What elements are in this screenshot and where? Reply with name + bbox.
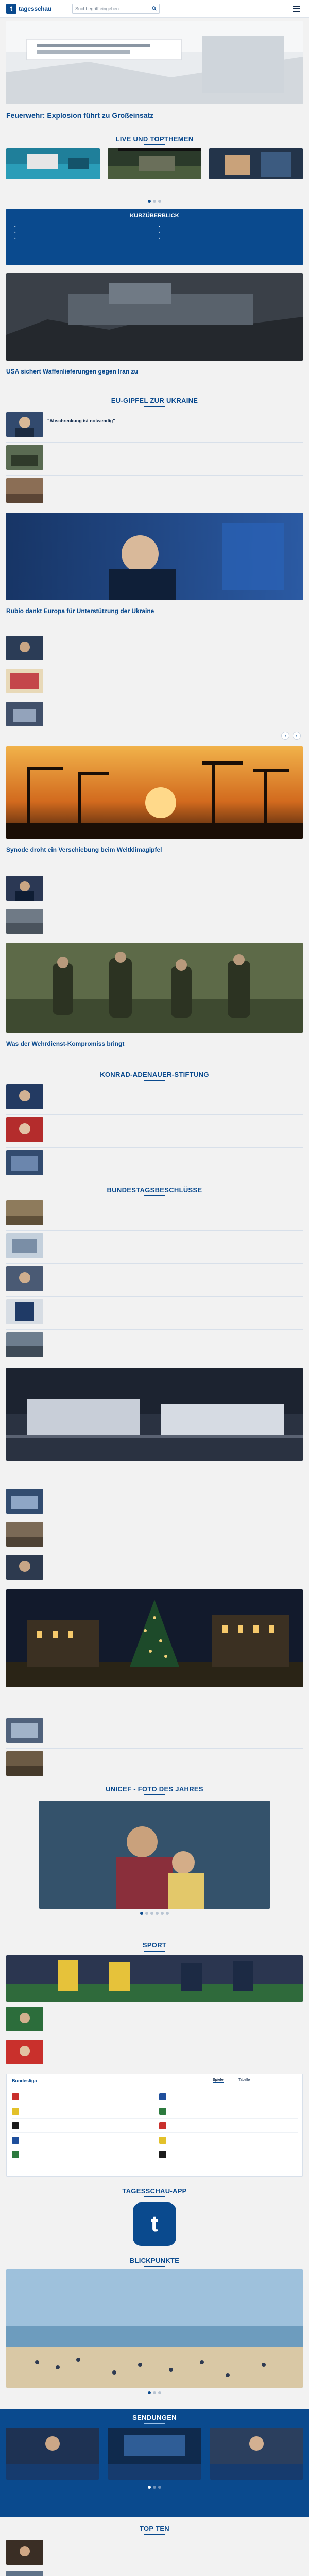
live-card-1-image[interactable] <box>6 148 100 179</box>
hero-teaser[interactable] <box>0 21 309 129</box>
logo-text: tagesschau <box>19 5 52 12</box>
sport-list-item[interactable] <box>6 2040 303 2067</box>
christmas-list-item[interactable] <box>6 1751 303 1779</box>
kas-item[interactable] <box>6 1150 303 1178</box>
mid-list-thumb <box>6 876 43 901</box>
section-top <box>0 2524 309 2535</box>
trains-list-item[interactable] <box>6 1555 303 1583</box>
christmas-list-thumb <box>6 1751 43 1776</box>
section-app-title: TAGESSCHAU-APP <box>122 2187 187 2195</box>
section-top-title: TOP TEN <box>140 2524 169 2532</box>
team-crest-icon <box>12 2137 19 2144</box>
team-crest-icon <box>159 2151 166 2158</box>
bundestag-thumb <box>6 1266 43 1291</box>
brief-col-right <box>159 224 297 242</box>
brief-box <box>6 209 303 265</box>
christmas-teaser[interactable] <box>0 1589 309 1713</box>
brief-item[interactable]: ▪ <box>14 225 16 229</box>
site-header <box>0 0 309 18</box>
section-live <box>0 135 309 145</box>
bundestag-item[interactable] <box>6 1233 303 1261</box>
team-crest-icon <box>159 2093 166 2100</box>
port-image <box>6 746 303 839</box>
ukraine-list-thumb <box>6 445 43 470</box>
unicef-image <box>39 1801 270 1909</box>
sport-list-item[interactable] <box>6 2007 303 2035</box>
port-title[interactable]: Synode droht ein Verschiebung beim Weltklimagipfel <box>6 846 162 853</box>
top-thumb <box>6 2540 43 2565</box>
team-crest-icon <box>159 2122 166 2129</box>
top-item[interactable] <box>6 2571 303 2576</box>
sport-results-widget <box>6 2074 303 2177</box>
match-row[interactable] <box>12 2119 298 2133</box>
brief-item[interactable]: ▪ <box>159 225 160 229</box>
ukraine-list-thumb <box>6 478 43 503</box>
bundestag-item[interactable] <box>6 1200 303 1228</box>
top-thumb <box>6 2571 43 2576</box>
kas-item[interactable] <box>6 1084 303 1112</box>
trains-list-item[interactable] <box>6 1489 303 1517</box>
brief-col-left <box>14 224 152 242</box>
trains-image <box>6 1368 303 1461</box>
team-crest-icon <box>159 2137 166 2144</box>
search-placeholder: Suchbegriff eingeben <box>75 6 119 11</box>
match-row[interactable] <box>12 2104 298 2119</box>
mid-list-item[interactable] <box>6 876 303 904</box>
sport-tab-games[interactable]: Spiele <box>213 2078 224 2082</box>
mid-list-thumb <box>6 909 43 934</box>
logo-mark: t <box>6 4 16 14</box>
trains-list-thumb <box>6 1555 43 1580</box>
top-list <box>6 2540 303 2576</box>
sendung-card[interactable] <box>108 2428 201 2480</box>
unicef-teaser[interactable] <box>0 1801 309 1932</box>
ukraine-first-title[interactable]: "Abschreckung ist notwendig" <box>47 418 115 423</box>
sendung-card[interactable] <box>210 2428 303 2480</box>
team-crest-icon <box>12 2093 19 2100</box>
menu-icon[interactable] <box>290 4 303 14</box>
christmas-list-item[interactable] <box>6 1718 303 1746</box>
kas-thumb <box>6 1150 43 1175</box>
section-app <box>0 2187 309 2197</box>
soldiers-teaser[interactable] <box>0 943 309 1064</box>
blick-dots[interactable] <box>0 2391 309 2394</box>
ukraine-list2-thumb <box>6 702 43 726</box>
news-1-title[interactable]: USA sichert Waffenlieferungen gegen Iran zu <box>6 368 138 375</box>
kas-thumb <box>6 1084 43 1109</box>
section-sendungen-title: SENDUNGEN <box>132 2414 177 2421</box>
section-sport <box>0 1941 309 1952</box>
sendungen-dots[interactable] <box>0 2486 309 2489</box>
soldiers-title[interactable]: Was der Wehrdienst-Kompromiss bringt <box>6 1040 125 1047</box>
bundestag-item[interactable] <box>6 1266 303 1294</box>
bundestag-item[interactable] <box>6 1299 303 1327</box>
brief-title: KURZÜBERBLICK <box>130 213 179 219</box>
sport-table-title: Bundesliga <box>12 2078 37 2083</box>
bundestag-thumb <box>6 1200 43 1225</box>
trains-list-thumb <box>6 1489 43 1514</box>
team-crest-icon <box>12 2122 19 2129</box>
bundestag-item[interactable] <box>6 1332 303 1360</box>
unicef-dots[interactable] <box>0 1912 309 1915</box>
brief-item[interactable]: ▪ <box>14 236 16 241</box>
port-teaser[interactable] <box>0 746 309 870</box>
ukraine-list2-thumb <box>6 636 43 660</box>
mid-list-item[interactable] <box>6 909 303 937</box>
ukraine-main-teaser[interactable] <box>0 513 309 631</box>
section-sendungen <box>0 2414 309 2424</box>
bundestag-thumb <box>6 1299 43 1324</box>
search-icon <box>152 6 157 11</box>
ukraine-main-title[interactable]: Rubio dankt Europa für Unterstützung der Ukraine <box>6 607 154 615</box>
match-row[interactable] <box>12 2133 298 2147</box>
ukraine-first-thumb <box>6 412 43 437</box>
sendung-card[interactable] <box>6 2428 99 2480</box>
live-card-3-image[interactable] <box>209 148 303 179</box>
sport-tab-table[interactable]: Tabelle <box>238 2078 250 2082</box>
brief-item[interactable]: ▪ <box>14 231 16 235</box>
section-kas-title: KONRAD-ADENAUER-STIFTUNG <box>100 1071 209 1078</box>
site-logo[interactable] <box>6 4 52 14</box>
top-item[interactable] <box>6 2540 303 2568</box>
trains-list-item[interactable] <box>6 1522 303 1550</box>
section-ukraine-title: EU-GIPFEL ZUR UKRAINE <box>111 397 198 404</box>
trains-teaser[interactable] <box>0 1368 309 1486</box>
christmas-image <box>6 1589 303 1687</box>
news-1-image <box>6 273 303 361</box>
section-unicef-title: UNICEF - FOTO DES JAHRES <box>106 1785 203 1793</box>
sport-list-thumb <box>6 2007 43 2031</box>
ukraine-prev-button[interactable]: ‹ <box>281 732 289 740</box>
ukraine-list2-thumb <box>6 669 43 693</box>
search-field[interactable] <box>72 4 160 14</box>
live-carousel <box>0 148 309 204</box>
section-blick <box>0 2257 309 2267</box>
brief-item[interactable]: ▪ <box>159 236 160 241</box>
section-bundestag-title: BUNDESTAGSBESCHLÜSSE <box>107 1186 202 1194</box>
match-row[interactable] <box>12 2147 298 2162</box>
section-bundestag <box>0 1186 309 1196</box>
kas-thumb <box>6 1117 43 1142</box>
trains-list-thumb <box>6 1522 43 1547</box>
section-unicef <box>0 1785 309 1795</box>
hero-title[interactable]: Feuerwehr: Explosion führt zu Großeinsatz <box>6 111 154 120</box>
christmas-list-thumb <box>6 1718 43 1743</box>
ukraine-next-button[interactable]: › <box>293 732 301 740</box>
ukraine-list2-item[interactable] <box>6 636 303 664</box>
ukraine-list-item[interactable] <box>6 445 303 473</box>
hero-image <box>6 21 303 104</box>
bundestag-thumb <box>6 1332 43 1357</box>
ukraine-first[interactable] <box>6 412 303 440</box>
match-row[interactable] <box>12 2090 298 2104</box>
live-carousel-dots[interactable] <box>0 200 309 203</box>
sport-match-list <box>12 2090 298 2162</box>
section-ukraine <box>0 397 309 407</box>
soldiers-image <box>6 943 303 1033</box>
app-logo-icon[interactable] <box>133 2202 176 2246</box>
sendungen-band <box>0 2409 309 2517</box>
live-card-2-image[interactable] <box>108 148 201 179</box>
ukraine-list2-item[interactable] <box>6 702 303 730</box>
bundestag-thumb <box>6 1233 43 1258</box>
ukraine-list-item[interactable] <box>6 478 303 506</box>
section-kas <box>0 1071 309 1081</box>
team-crest-icon <box>159 2108 166 2115</box>
brief-item[interactable]: ▪ <box>159 231 160 235</box>
sport-list-thumb <box>6 2040 43 2064</box>
team-crest-icon <box>12 2151 19 2158</box>
section-live-title: LIVE UND TOPTHEMEN <box>115 135 194 143</box>
ukraine-main-image <box>6 513 303 600</box>
sport-image[interactable] <box>6 1955 303 2002</box>
section-sport-title: SPORT <box>142 1941 167 1949</box>
kas-item[interactable] <box>6 1117 303 1145</box>
app-logo-mark: t <box>150 2211 159 2236</box>
blick-image[interactable] <box>6 2269 303 2388</box>
ukraine-list2-item[interactable] <box>6 669 303 697</box>
news-teaser-1[interactable] <box>0 273 309 392</box>
team-crest-icon <box>12 2108 19 2115</box>
section-blick-title: BLICKPUNKTE <box>129 2257 180 2264</box>
